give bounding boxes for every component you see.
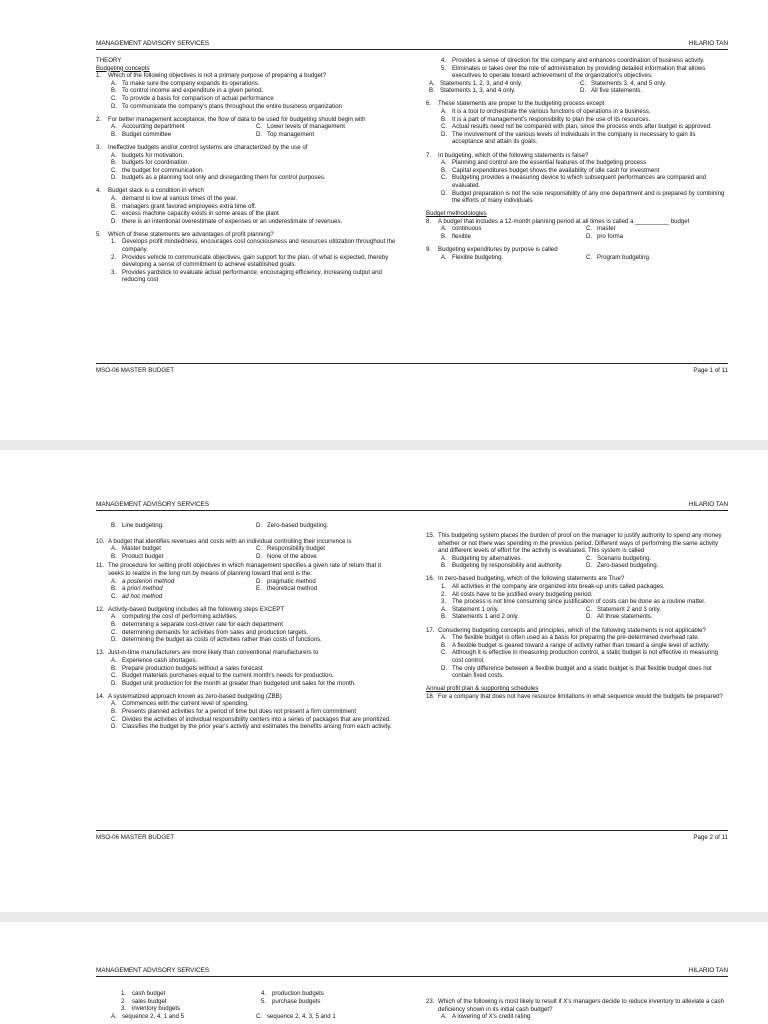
statement: 3. Provides yardstick to evaluate actual performance; encouraging efficiency, increasing output and reducing cost — [111, 268, 382, 284]
question-5-options — [426, 80, 728, 95]
right-column — [426, 57, 728, 267]
option: C. Although it is effective in measuring production control, a static budget is not effective in measuring cost control. — [441, 649, 719, 664]
item: 4. production budgets — [261, 990, 324, 997]
option: C. Budgeting provides a measuring device to which subsequent performances are compared and evaluated. — [441, 174, 707, 189]
page-header — [96, 500, 728, 511]
option: C. Scenario budgeting. — [586, 554, 652, 562]
statement: 2. Provides vehicle to communicate objectives, gain support for the plan, of what is expected, thereby developing a sense of commitment to achieve established goals. — [111, 253, 389, 269]
item — [258, 1005, 398, 1013]
footer-module: MSO-06 MASTER BUDGET — [96, 367, 175, 374]
option: D. The involvement of the various levels of individuals in the company is necessary to gain its acceptance and attain its goals. — [441, 130, 696, 146]
item: 5. purchase budgets — [261, 997, 321, 1005]
option: C. Divides the activities of individual responsibility centers into a series of packages that are prioritized. — [111, 715, 391, 723]
question-text: Which of these statements are advantages of profit planning? — [108, 230, 274, 238]
option: C. excess machine capacity exists in some areas of the plant — [111, 210, 279, 218]
option: A. Planning and control are the essential features of the budgeting process — [441, 159, 647, 167]
option: B. Product budget — [111, 552, 164, 560]
option: D. All five statements. — [580, 87, 643, 95]
footer-page-number: Page 2 of 11 — [693, 834, 728, 841]
section-heading: Annual profit plan & supporting schedules — [426, 685, 539, 693]
option: C. the budget for communication. — [111, 166, 204, 174]
option: C. Responsibility budget — [256, 545, 325, 553]
option: D. Zero-based budgeting. — [586, 562, 659, 570]
page-footer — [96, 363, 728, 374]
option: A. The flexible budget is often used as a basis for preparing the pre-determined overhead rate. — [441, 634, 700, 642]
statement: 1. All activities in the company are organized into break-up units called packages. — [441, 583, 665, 591]
question-9-continued — [96, 522, 398, 530]
option: D. All three statements. — [586, 613, 653, 621]
option: C. Program budgeting. — [586, 253, 651, 261]
option: A. To make sure the company expands its operations. — [111, 79, 260, 87]
statement: 2. All costs have to be justified every budgeting period. — [441, 590, 593, 598]
option: B. a priori method — [111, 585, 163, 593]
question-number: 1. — [96, 72, 102, 80]
header-author: HILARIO TAN — [688, 967, 728, 974]
question-14: 14. A systematized approach known as zero-based budgeting (ZBB) A. Commences with the current level of spending. B. Presents planned activities for a period of time but does not present a firm commitment C. Divides the activities of individual responsibility centers into a series of packages that are prioritized. D. Classifies the budget by the prior year's activity and estimates the benefits arising from each activity. — [96, 693, 398, 731]
question-text: For better management acceptance, the flow of data to be used for budgeting should begin with — [108, 115, 366, 123]
page-3 — [0, 922, 768, 1024]
question-12: 12. Activity-based budgeting includes all the following steps EXCEPT A. computing the cost of performing activities. B. determining a separate cost-driver rate for each department C. determining demands for activities from sales and production targets. D. determining the budget as costs of activities rather than costs of functions. — [96, 606, 398, 644]
option: A. Flexible budgeting. — [441, 253, 504, 261]
question-1 — [96, 72, 398, 110]
option: C. determining demands for activities from sales and production targets. — [111, 628, 309, 636]
header-author: HILARIO TAN — [688, 501, 728, 508]
option: B. budgets for coordination. — [111, 159, 190, 167]
option: C. master — [586, 225, 616, 233]
option: B. A flexible budget is geared toward a range of activity rather than toward a single level of activity. — [441, 641, 710, 649]
question-2: 2. For better management acceptance, the flow of data to be used for budgeting should begin with A. Accounting department C. Lower levels of management B. Budget committee D. Top management — [96, 116, 398, 139]
option: B. flexible — [441, 232, 471, 240]
option: D. To communicate the company's plans throughout the entire business organization — [111, 102, 342, 110]
option: A. computing the cost of performing activities. — [111, 613, 238, 621]
option: D. Budget unit production for the month at greater than budgeted unit sales for the month. — [111, 679, 356, 687]
footer-module: MSO-06 MASTER BUDGET — [96, 834, 175, 841]
option: A. sequence 2, 4, 1 and 5 — [111, 1012, 185, 1020]
option: D. Top management — [256, 130, 315, 138]
page-header — [96, 39, 728, 50]
option: B. Statements 1 and 2 only. — [441, 613, 519, 621]
option: D. None of the above — [256, 552, 317, 560]
section-heading: Budgeting concepts — [96, 64, 150, 72]
option: A. Statements 1, 2, 3, and 4 only. — [429, 79, 523, 87]
question-9: 9. Budgeting expenditures by purpose is called A. Flexible budgeting. C. Program budgeting. — [426, 246, 728, 261]
option: B. determining a separate cost-driver rate for each department — [111, 621, 283, 629]
option: B. managers grant favored employees extra time off. — [111, 202, 257, 210]
page-1 — [0, 0, 768, 440]
section-heading: Budget methodologies — [426, 210, 487, 218]
question-18-continued — [96, 990, 398, 1020]
option: D. Classifies the budget by the prior year's activity and estimates the benefits arising from each activity. — [111, 723, 392, 731]
item: 1. cash budget — [121, 990, 166, 997]
statement: 4. Provides a sense of direction for the company and enhances coordination of business activity. — [441, 57, 705, 64]
option: D. pro forma — [586, 232, 624, 240]
option: A. Budgeting by alternatives. — [441, 554, 523, 562]
question-7: 7. In budgeting, which of the following statements is false? A. Planning and control are the essential features of the budgeting process B. Capital expenditures budget shows the availability of idle cash for investment C. Budgeting provides a measuring device to which subsequent performances are compared and evaluated. D. Budget preparation is not the sole responsibility of any one department and is prepared by combining the efforts of many individuals — [426, 152, 728, 205]
footer-page-number: Page 1 of 11 — [693, 367, 728, 374]
option: B. To control income and expenditure in a given period. — [111, 87, 264, 95]
option: D. The only difference between a flexible budget and a static budget is that flexible budget does not contain fixed costs. — [441, 664, 712, 680]
option: A. Commences with the current level of spending. — [111, 700, 249, 708]
statement: 3. The process is not time consuming since justification of costs can be done as a routine matter. — [441, 598, 706, 606]
option: B. It is a part of management's responsibility to plan the use of its resources. — [441, 115, 651, 123]
option: A. demand is low at various times of the year. — [111, 195, 238, 202]
question-16: 16. In zero-based budgeting, which of the following statements are True? 1. All activities in the company are organized into break-up units called packages. 2. All costs have to be justified every budgeting period. 3. The process is not time consuming since justification of costs can be done as a routine matter. A. Statement 1 only. C. Statement 2 and 3 only. B. Statements 1 and 2 only. D. All three statements. — [426, 575, 728, 621]
option: B. Budgeting by responsibility and authority. — [441, 562, 563, 570]
question-text: Which of the following is most likely to result if X's managers decide to reduce inventory to alleviate a cash deficiency shown in its initial cash budget? — [438, 998, 725, 1013]
question-5-continued — [426, 57, 728, 80]
option: C. Lower levels of management — [256, 123, 345, 131]
header-course: MANAGEMENT ADVISORY SERVICES — [96, 501, 210, 508]
question-text: A budget that identifies revenues and costs with an individual controlling their incurrence is — [108, 537, 352, 545]
option: B. Presents planned activities for a period of time but does not present a firm commitment — [111, 707, 357, 715]
option: A. Accounting department — [111, 123, 185, 131]
option: D. pragmatic method — [256, 577, 316, 585]
question-10: 10. A budget that identifies revenues and costs with an individual controlling their incurrence is A. Master budget C. Responsibility budget B. Product budget D. None of the above — [96, 538, 398, 561]
question-text: Just-in-time manufacturers are more likely than conventional manufacturers to — [108, 649, 319, 657]
question-6: 6. These statements are proper to the budgeting process except A. It is a tool to orchestrate the various functions of operations in a business. B. It is a part of management's responsibility to plan the use of its resources. C. Actual results need not be compared with plan, since the process ends after budget is approved. D. The involvement of the various levels of individuals in the company is necessary to gain its acceptance and attain its goals. — [426, 100, 728, 146]
question-11: 11. The procedure for setting profit objectives in which management specifies a given rate of return that it seeks to realize in the long run by means of planning toward that end is the: A. a posteriori method D. pragmatic method B. a priori method E. theoretical method C. ad hoc method — [96, 562, 398, 600]
option: B. Line budgeting. — [111, 522, 164, 529]
left-column — [96, 522, 398, 736]
option: B. Capital expenditures budget shows the availability of idle cash for investment — [441, 166, 660, 174]
header-author: HILARIO TAN — [688, 40, 728, 47]
question-13: 13. Just-in-time manufacturers are more likely than conventional manufacturers to A. Experience cash shortages. B. Prepare production budgets without a sales forecast C. Budget materials purchases equal to the current month's needs for production. D. Budget unit production for the month at greater than budgeted unit sales for the month. — [96, 649, 398, 687]
option: D. Zero-based budgeting. — [256, 522, 329, 529]
option: D. determining the budget as costs of activities rather than costs of functions. — [111, 636, 322, 644]
item: 3. inventory budgets — [121, 1005, 181, 1013]
question-text: A budget that includes a 12-month planning period at all times is called a __________ budget — [438, 217, 690, 225]
question-5: 5. Which of these statements are advantages of profit planning? 1. Develops profit mindedness, encourages cost consciousness and resources utilization throughout the company. 2. Provides vehicle to communicate objectives, gain support for the plan, of what is expected, thereby developing a sense of commitment to achieve established goals. 3. Provides yardstick to evaluate actual performance; encouraging efficiency, increasing output and reducing cost — [96, 231, 398, 284]
option — [253, 593, 398, 601]
option: C. Statement 2 and 3 only. — [586, 605, 661, 613]
statement: 5. Eliminates or takes over the role of administration by providing detailed information that allows executives to operate toward achievement of the organization's objectives. — [441, 64, 706, 80]
right-column — [426, 532, 728, 706]
option: D. there is an intentional overestimate of expenses or an underestimate of revenues. — [111, 217, 343, 225]
option: A. a posteriori method — [111, 577, 175, 585]
section-title: THEORY — [96, 57, 122, 64]
option: B. Budget committee — [111, 130, 172, 138]
option: A. Statement 1 only. — [441, 605, 499, 613]
question-text: Considering budgeting concepts and principles, which of the following statements is not applicable? — [438, 626, 706, 634]
option: A. Master budget — [111, 545, 161, 553]
left-column — [96, 57, 398, 290]
question-8: 8. A budget that includes a 12-month planning period at all times is called a __________ budget A. continuous C. master B. flexible D. pro forma — [426, 218, 728, 241]
page-2 — [0, 450, 768, 912]
page-header — [96, 966, 728, 977]
option: D. budgets as a planning tool only and disregarding them for control purposes. — [111, 174, 326, 182]
right-column — [426, 998, 728, 1024]
option: B. Prepare production budgets without a sales forecast — [111, 664, 263, 672]
question-15: 15. This budgeting system places the burden of proof on the manager to justify authority to spend any money whether or not there was spending in the previous period. Different ways of performing the same activity and different levels of effort for the activity is evaluated. This system is called A. Budgeting by alternatives. C. Scenario budgeting. B. Budgeting by responsibility and authority. D. Zero-based budgeting. — [426, 532, 728, 570]
header-course: MANAGEMENT ADVISORY SERVICES — [96, 40, 210, 47]
question-text: Budgeting expenditures by purpose is called — [438, 246, 558, 254]
question-text: For a company that does not have resource limitations in what sequence would the budgets be prepared? — [438, 692, 723, 700]
question-text: This budgeting system places the burden of proof on the manager to justify authority to spend any money whether or not there was spending in the previous period. Different ways of performing the same activity and different levels of effort for the activity is evaluated. This system is called — [438, 532, 722, 555]
option: A. Experience cash shortages. — [111, 656, 198, 664]
option: C. sequence 2, 4, 3, 5 and 1 — [256, 1012, 336, 1020]
question-text: Activity-based budgeting includes all the following steps EXCEPT — [108, 605, 285, 613]
option: A. budgets for motivation. — [111, 151, 184, 159]
question-4: 4. Budget slack is a condition in which A. demand is low at various times of the year. B. managers grant favored employees extra time off. C. excess machine capacity exists in some areas of the plant D. there is an intentional overestimate of expenses or an underestimate of revenues. — [96, 187, 398, 225]
item: 2. sales budget — [121, 997, 167, 1005]
question-17: 17. Considering budgeting concepts and principles, which of the following statements is not applicable? A. The flexible budget is often used as a basis for preparing the pre-determined overhead rate. B. A flexible budget is geared toward a range of activity rather than toward a single level of activity. C. Although it is effective in measuring production control, a static budget is not effective in measuring cost control. D. The only difference between a flexible budget and a static budget is that flexible budget does not contain fixed costs. — [426, 627, 728, 680]
left-column — [96, 990, 398, 1024]
header-course: MANAGEMENT ADVISORY SERVICES — [96, 967, 210, 974]
question-text: In zero-based budgeting, which of the following statements are True? — [438, 575, 625, 583]
question-text: Which of the following objectives is not a primary purpose of preparing a budget? — [108, 72, 327, 80]
option: B. Statements 1, 3, and 4 only. — [429, 87, 516, 95]
page-footer — [96, 830, 728, 841]
option: C. Actual results need not be compared with plan, since the process ends after budget is approved. — [441, 123, 712, 131]
option: C. ad hoc method — [111, 592, 163, 600]
option: A. continuous — [441, 225, 482, 233]
question-text: In budgeting, which of the following statements is false? — [438, 151, 589, 159]
option: C. To provide a basis for comparison of actual performance — [111, 94, 274, 102]
option: C. Budget materials purchases equal to the current month's needs for production. — [111, 672, 334, 680]
question-3: 3. Ineffective budgets and/or control systems are characterized by the use of A. budgets for motivation. B. budgets for coordination. C. the budget for communication. D. budgets as a planning tool only and disregarding them for control purposes. — [96, 144, 398, 182]
option: A. It is a tool to orchestrate the various functions of operations in a business. — [441, 108, 651, 116]
question-18: 18. For a company that does not have resource limitations in what sequence would the budgets be prepared? — [426, 693, 728, 701]
question-text: These statements are proper to the budgeting process except — [438, 100, 605, 108]
option: C. Statements 3, 4, and 5 only. — [580, 79, 667, 87]
option: E. theoretical method — [256, 585, 318, 593]
question-text: A systematized approach known as zero-based budgeting (ZBB) — [108, 692, 282, 700]
question-text: Budget slack is a condition in which — [108, 187, 204, 195]
option: A. A lowering of X's credit rating — [441, 1013, 531, 1021]
statement: 1. Develops profit mindedness, encourages cost consciousness and resources utilization throughout the company. — [111, 238, 396, 254]
option: D. Budget preparation is not the sole responsibility of any one department and is prepared by combining the efforts of many individuals — [441, 189, 725, 205]
question-23: 23. Which of the following is most likely to result if X's managers decide to reduce inventory to alleviate a cash deficiency shown in its initial cash budget? A. A lowering of X's credit rating — [426, 998, 728, 1021]
question-text: Ineffective budgets and/or control systems are characterized by the use of — [108, 143, 308, 151]
question-text: The procedure for setting profit objectives in which management specifies a given rate of return that it seeks to realize in the long run by means of planning toward that end is the: — [108, 562, 382, 577]
